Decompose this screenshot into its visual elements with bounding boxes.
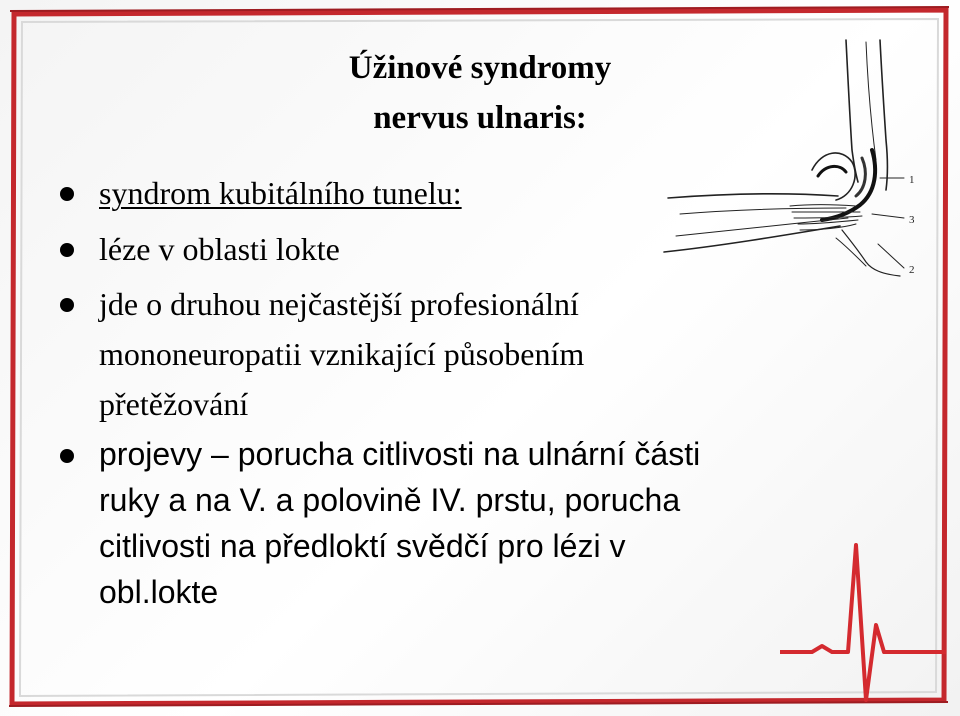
bullet-1-line-1: syndrom kubitálního tunelu: [99,175,462,211]
bullet-3-line-1: jde o druhou nejčastější profesionální [99,286,579,322]
bullet-dot [60,449,74,463]
bullet-4-line-1: projevy – porucha citlivosti na ulnární části [99,436,701,472]
bullet-4-line-2: ruky a na V. a polovině IV. prstu, porucha [99,482,681,518]
bullet-4-line-4: obl.lokte [99,574,219,610]
bullet-dot [60,243,74,257]
slide-title-line-1: Úžinové syndromy [348,50,612,86]
bullet-dot [60,298,74,312]
slide-title-line-2: nervus ulnaris: [373,100,587,136]
bullet-3-line-3: přetěžování [99,386,249,422]
illustration-label-1: 1 [909,174,915,186]
bullet-dot [60,187,74,201]
bullet-2-line-1: léze v oblasti lokte [99,231,340,267]
ecg-line [780,545,946,700]
illustration-label-3: 3 [909,214,915,226]
illustration-label-2: 2 [909,264,915,276]
bullet-3-line-2: mononeuropatii vznikající působením [99,336,585,372]
bullet-4-line-3: citlivosti na předloktí svědčí pro lézi v [99,528,626,564]
